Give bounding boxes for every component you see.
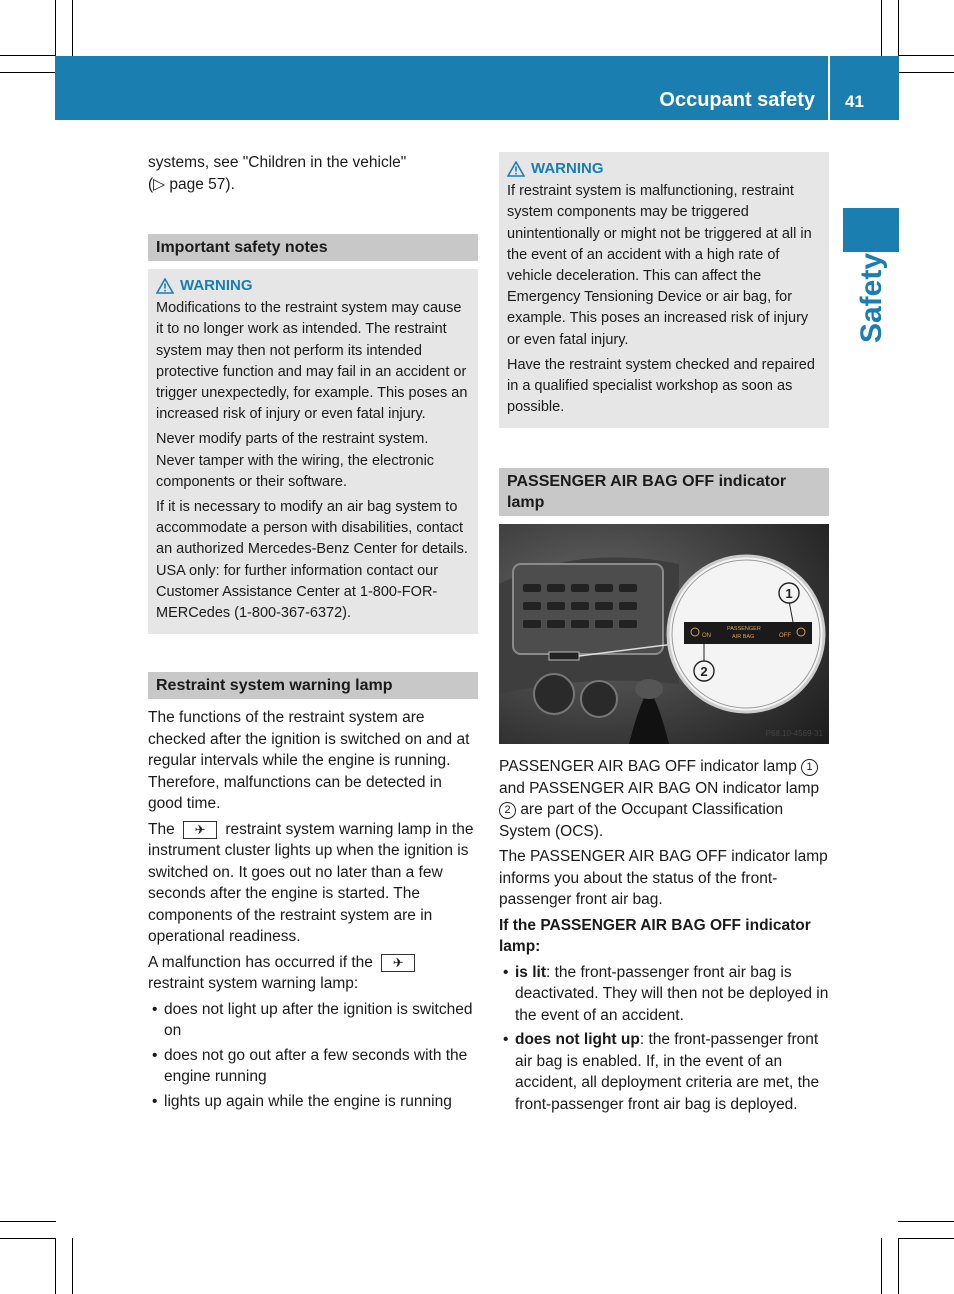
- crop-mark: [898, 55, 954, 56]
- crop-mark: [898, 1238, 899, 1294]
- callout-2: 2: [700, 664, 708, 680]
- list-item: • lights up again while the engine is running: [148, 1091, 478, 1113]
- list-item-term: does not light up: [515, 1031, 640, 1049]
- crop-mark: [0, 1238, 56, 1239]
- airbag-warning-lamp-icon: ✈: [183, 821, 217, 839]
- warning-title: [156, 275, 470, 296]
- crop-mark: [898, 1221, 954, 1222]
- crop-mark: [0, 72, 56, 73]
- warning-label: WARNING: [180, 277, 253, 294]
- warning-text: Never modify parts of the restraint system. Never tamper with the wiring, the electronic components or their software.: [156, 431, 435, 490]
- warning-text: If restraint system is malfunctioning, restraint system components may be triggered unintentionally or might not be triggered at all in the event of an accident with a high rate of vehicle deceleration. This can affect the Emergency Tensioning Device or air bag, for example. This poses an increased risk of injury or even fatal injury.: [507, 183, 812, 348]
- list-item-text: : the front-passenger front air bag is deactivated. They will then not be deployed in the event of an accident.: [515, 963, 829, 1024]
- warning-box: [499, 152, 829, 428]
- passenger-label: PASSENGER: [727, 626, 761, 633]
- page-reference[interactable]: (▷ page 57).: [148, 175, 235, 193]
- crop-mark: [0, 55, 56, 56]
- list-item: [499, 962, 829, 1027]
- body-text-fragment: and PASSENGER AIR BAG ON indicator lamp: [499, 779, 820, 797]
- list-item: [499, 1029, 829, 1115]
- figure-reference: P68.10-4569-31: [765, 729, 823, 739]
- section-title: Occupant safety: [659, 89, 815, 111]
- warning-triangle-icon: [507, 161, 525, 177]
- body-text: [499, 756, 829, 842]
- intro-text: [148, 152, 478, 195]
- warning-text: If it is necessary to modify an air bag system to accommodate a person with disabilities, contact an authorized Mercedes-Benz Center for details. USA only: for further information contact our Customer Assistance Center at 1-800-FOR-MERCedes (1-800-367-6372).: [156, 499, 468, 622]
- list-item-term: is lit: [515, 963, 547, 981]
- header-divider: [828, 56, 830, 120]
- body-text: [148, 952, 478, 995]
- airbag-label: AIR BAG: [732, 634, 755, 641]
- crop-mark: [55, 1238, 56, 1294]
- page-number: 41: [845, 92, 864, 111]
- page-header: [55, 56, 899, 120]
- body-text: [148, 819, 478, 948]
- crop-mark: [72, 1238, 73, 1294]
- section-heading: PASSENGER AIR BAG OFF indicator lamp: [499, 468, 829, 516]
- off-label: OFF: [779, 633, 791, 640]
- crop-mark: [0, 1221, 56, 1222]
- center-console-illustration: [499, 524, 829, 744]
- crop-mark: [881, 0, 882, 56]
- malfunction-list: [148, 999, 478, 1113]
- body-text-fragment: are part of the Occupant Classification System (OCS).: [499, 801, 784, 840]
- body-text-fragment: The: [148, 820, 175, 838]
- indicator-list: [499, 962, 829, 1116]
- body-text-fragment: restraint system warning lamp:: [148, 975, 359, 993]
- warning-text: Modifications to the restraint system may cause it to no longer work as intended. The restraint system may then not perform its intended protective function and may fail in an accident or trigger unexpectedly, for example. This poses an increased risk of injury or even fatal injury.: [156, 300, 468, 423]
- body-text-fragment: restraint system warning lamp in the instrument cluster lights up when the ignition is switched on. It goes out no later than a few seconds after the engine is started. The components of the restraint system are in operational readiness.: [148, 820, 474, 946]
- crop-mark: [898, 1238, 954, 1239]
- body-text-fragment: PASSENGER AIR BAG OFF indicator lamp: [499, 758, 797, 776]
- dashboard-photo: [499, 524, 829, 744]
- list-item: • does not light up after the ignition is switched on: [148, 999, 478, 1042]
- left-column: [148, 152, 478, 1116]
- list-item: • does not go out after a few seconds with the engine running: [148, 1045, 478, 1088]
- crop-mark: [55, 0, 56, 56]
- warning-text: Have the restraint system checked and repaired in a qualified specialist workshop as soon as possible.: [507, 356, 815, 416]
- crop-mark: [898, 0, 899, 56]
- right-column: [499, 152, 829, 1119]
- body-text: The PASSENGER AIR BAG OFF indicator lamp informs you about the status of the front-passenger front air bag.: [499, 848, 828, 909]
- callout-1: 1: [785, 586, 793, 602]
- crop-mark: [881, 1238, 882, 1294]
- intro-line: systems, see "Children in the vehicle": [148, 154, 407, 171]
- subheading: If the PASSENGER AIR BAG OFF indicator lamp:: [499, 916, 811, 956]
- chapter-tab-label: Safety: [855, 252, 888, 344]
- warning-box: [148, 269, 478, 634]
- warning-triangle-icon: [156, 278, 174, 294]
- crop-mark: [898, 72, 954, 73]
- body-text: The functions of the restraint system are checked after the ignition is switched on and at regular intervals while the engine is running. Therefore, malfunctions can be detected in good time.: [148, 709, 470, 813]
- airbag-warning-lamp-icon: ✈: [381, 954, 415, 972]
- callout-ref: 1: [801, 759, 818, 776]
- section-heading: Restraint system warning lamp: [148, 672, 478, 699]
- list-item-text: : the front-passenger front air bag is enabled. If, in the event of an accident, all deployment criteria are met, the front-passenger front air bag is deployed.: [515, 1031, 820, 1113]
- body-text-fragment: A malfunction has occurred if the: [148, 953, 373, 971]
- warning-label: WARNING: [531, 160, 604, 177]
- on-label: ON: [702, 633, 711, 640]
- crop-mark: [72, 0, 73, 56]
- section-heading: Important safety notes: [148, 234, 478, 261]
- warning-title: [507, 158, 821, 179]
- callout-ref: 2: [499, 802, 516, 819]
